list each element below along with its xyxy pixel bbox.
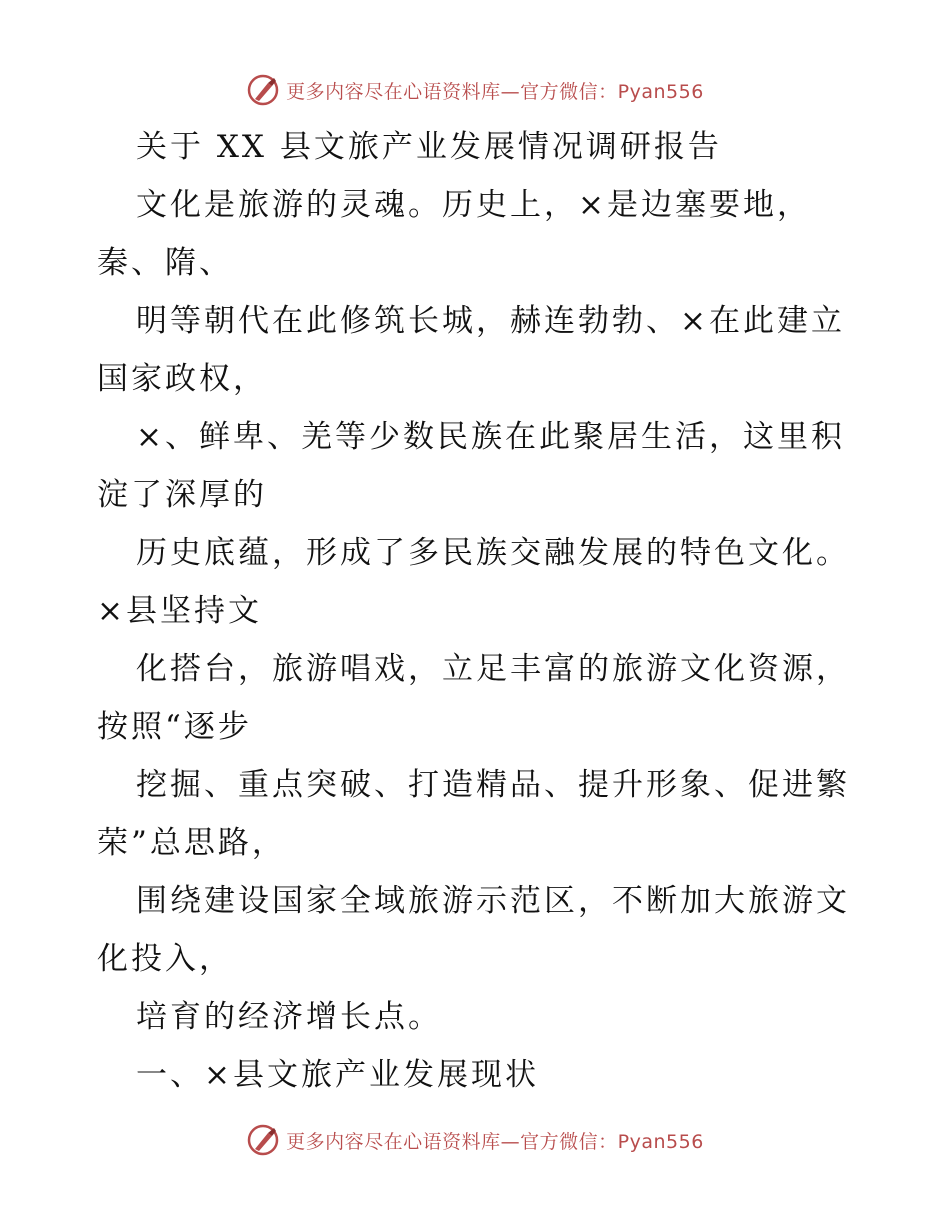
text-line: 围绕建设国家全域旅游示范区，不断加大旅游文 <box>136 883 850 919</box>
footer-watermark <box>0 1120 950 1160</box>
text-line: 文化是旅游的灵魂。历史上，×是边塞要地， <box>136 187 811 223</box>
text-line: 历史底蕴，形成了多民族交融发展的特色文化。 <box>136 535 850 571</box>
text-line: 明等朝代在此修筑长城，赫连勃勃、×在此建立 <box>136 303 845 339</box>
text-line: 化投入， <box>97 941 233 977</box>
text-line: 一、×县文旅产业发展现状 <box>136 1057 539 1093</box>
document-body <box>97 118 857 1104</box>
watermark-text: 更多内容尽在心语资料库—官方微信：Pyan556 <box>286 1130 704 1153</box>
quill-pen-logo-icon <box>246 73 280 107</box>
text-line: 化搭台，旅游唱戏，立足丰富的旅游文化资源， <box>136 651 850 687</box>
text-line: ×、鲜卑、羌等少数民族在此聚居生活，这里积 <box>136 419 845 455</box>
text-line: ×县坚持文 <box>97 593 262 629</box>
text-line: 挖掘、重点突破、打造精品、提升形象、促进繁 <box>136 767 850 803</box>
text-line: 培育的经济增长点。 <box>136 999 442 1035</box>
text-line: 国家政权， <box>97 361 267 397</box>
quill-pen-logo-icon <box>246 1123 280 1157</box>
text-line: 荣”总思路， <box>97 825 286 861</box>
document-title: 关于 XX 县文旅产业发展情况调研报告 <box>136 129 722 165</box>
text-line: 秦、隋、 <box>97 245 233 281</box>
header-watermark <box>0 70 950 110</box>
text-line: 按照“逐步 <box>97 709 252 745</box>
text-line: 淀了深厚的 <box>97 477 267 513</box>
watermark-text: 更多内容尽在心语资料库—官方微信：Pyan556 <box>286 80 704 103</box>
